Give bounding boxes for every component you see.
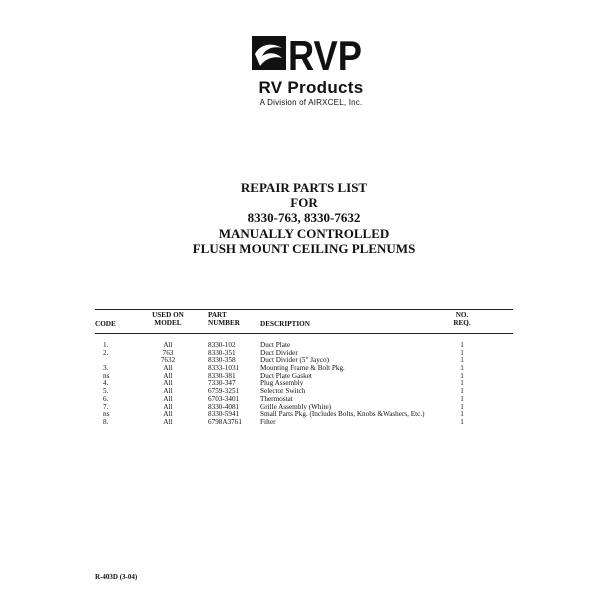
cell-qty: 1 xyxy=(460,379,464,388)
title-line: REPAIR PARTS LIST xyxy=(240,180,368,195)
document-title xyxy=(0,180,608,256)
cell-description: Duct Plate Gasket xyxy=(260,371,312,380)
rvp-logo xyxy=(246,34,376,110)
cell-description: Plug Assembly xyxy=(260,379,304,388)
cell-model: All xyxy=(163,364,173,373)
cell-qty: 1 xyxy=(460,394,464,403)
cell-model: 7632 xyxy=(160,356,176,365)
cell-description: Duct Divider xyxy=(260,348,298,357)
cell-part: 8330-381 xyxy=(208,371,236,380)
cell-part: 8330-5941 xyxy=(208,410,240,419)
cell-qty: 1 xyxy=(460,341,464,349)
cell-model: All xyxy=(163,387,173,396)
cell-model: All xyxy=(163,417,173,426)
cell-description: Grille Assembly (White) xyxy=(260,402,332,411)
cell-description: Thermostat xyxy=(260,394,293,403)
cell-model: All xyxy=(163,402,173,411)
rvp-logo-mark xyxy=(246,34,376,78)
cell-qty: 1 xyxy=(460,364,464,373)
title-line: 8330-763, 8330-7632 xyxy=(247,210,361,226)
table-row xyxy=(95,342,513,350)
table-top-rule xyxy=(95,309,513,310)
cell-code: 5. xyxy=(103,387,109,396)
header-part-top: PART xyxy=(208,311,227,319)
table-body xyxy=(95,342,513,427)
cell-qty: 1 xyxy=(460,410,464,419)
cell-model: All xyxy=(163,379,173,388)
table-row xyxy=(95,373,513,381)
logo-division: A Division of AIRXCEL, Inc. xyxy=(259,98,363,107)
header-qty-top: NO. xyxy=(455,311,469,319)
logo-mark-text: RVP xyxy=(288,34,362,78)
logo-name: RV Products xyxy=(258,78,364,97)
cell-code: 4. xyxy=(103,379,109,388)
cell-qty: 1 xyxy=(460,348,464,357)
table-header-rule xyxy=(95,333,513,334)
cell-code: 7. xyxy=(103,402,109,411)
cell-model: All xyxy=(163,394,173,403)
cell-code: ns xyxy=(103,410,110,419)
cell-part: 8330-102 xyxy=(208,341,236,349)
cell-part: 6798A3761 xyxy=(208,417,242,426)
cell-part: 6759-3251 xyxy=(208,387,240,396)
table-row xyxy=(95,419,513,427)
cell-code: 2. xyxy=(103,348,109,357)
table-row xyxy=(95,388,513,396)
header-part-bottom: NUMBER xyxy=(208,319,240,327)
cell-qty: 1 xyxy=(460,371,464,380)
cell-description: Small Parts Pkg. (Includes Bolts, Knobs &Washers, Etc.) xyxy=(260,410,425,419)
cell-qty: 1 xyxy=(460,356,464,365)
cell-part: 6703-3401 xyxy=(208,394,240,403)
table-row xyxy=(95,411,513,419)
cell-code: ns xyxy=(103,371,110,380)
cell-code: 6. xyxy=(103,394,109,403)
header-model-bottom: MODEL xyxy=(154,319,182,327)
cell-part: 8330-351 xyxy=(208,348,236,357)
cell-qty: 1 xyxy=(460,402,464,411)
cell-model: All xyxy=(163,410,173,419)
cell-code: 1. xyxy=(103,341,109,349)
cell-description: Duct Divider (5" Jayco) xyxy=(260,356,329,365)
cell-part: 8330-358 xyxy=(208,356,236,365)
cell-code: 8. xyxy=(103,417,109,426)
cell-description: Mounting Frame & Bolt Pkg. xyxy=(260,364,345,373)
header-code: CODE xyxy=(95,320,116,328)
cell-code: 3. xyxy=(103,364,109,373)
cell-description: Selector Switch xyxy=(260,387,306,396)
title-line: MANUALLY CONTROLLED xyxy=(218,225,390,241)
cell-part: 8330-4081 xyxy=(208,402,240,411)
cell-part: 7330-347 xyxy=(208,379,236,388)
cell-model: All xyxy=(163,371,173,380)
cell-model: All xyxy=(163,341,173,349)
document-number: R-403D (3-04) xyxy=(95,573,138,581)
cell-part: 8333-1031 xyxy=(208,364,240,373)
cell-qty: 1 xyxy=(460,387,464,396)
cell-description: Duct Plate xyxy=(260,341,291,349)
header-model-top: USED ON xyxy=(152,311,184,319)
cell-model: 763 xyxy=(162,348,174,357)
header-description: DESCRIPTION xyxy=(260,320,310,328)
header-qty-bottom: REQ. xyxy=(453,319,471,327)
cell-description: Filter xyxy=(260,417,276,426)
title-line: FLUSH MOUNT CEILING PLENUMS xyxy=(192,240,416,256)
cell-qty: 1 xyxy=(460,417,464,426)
title-line: FOR xyxy=(290,195,318,211)
